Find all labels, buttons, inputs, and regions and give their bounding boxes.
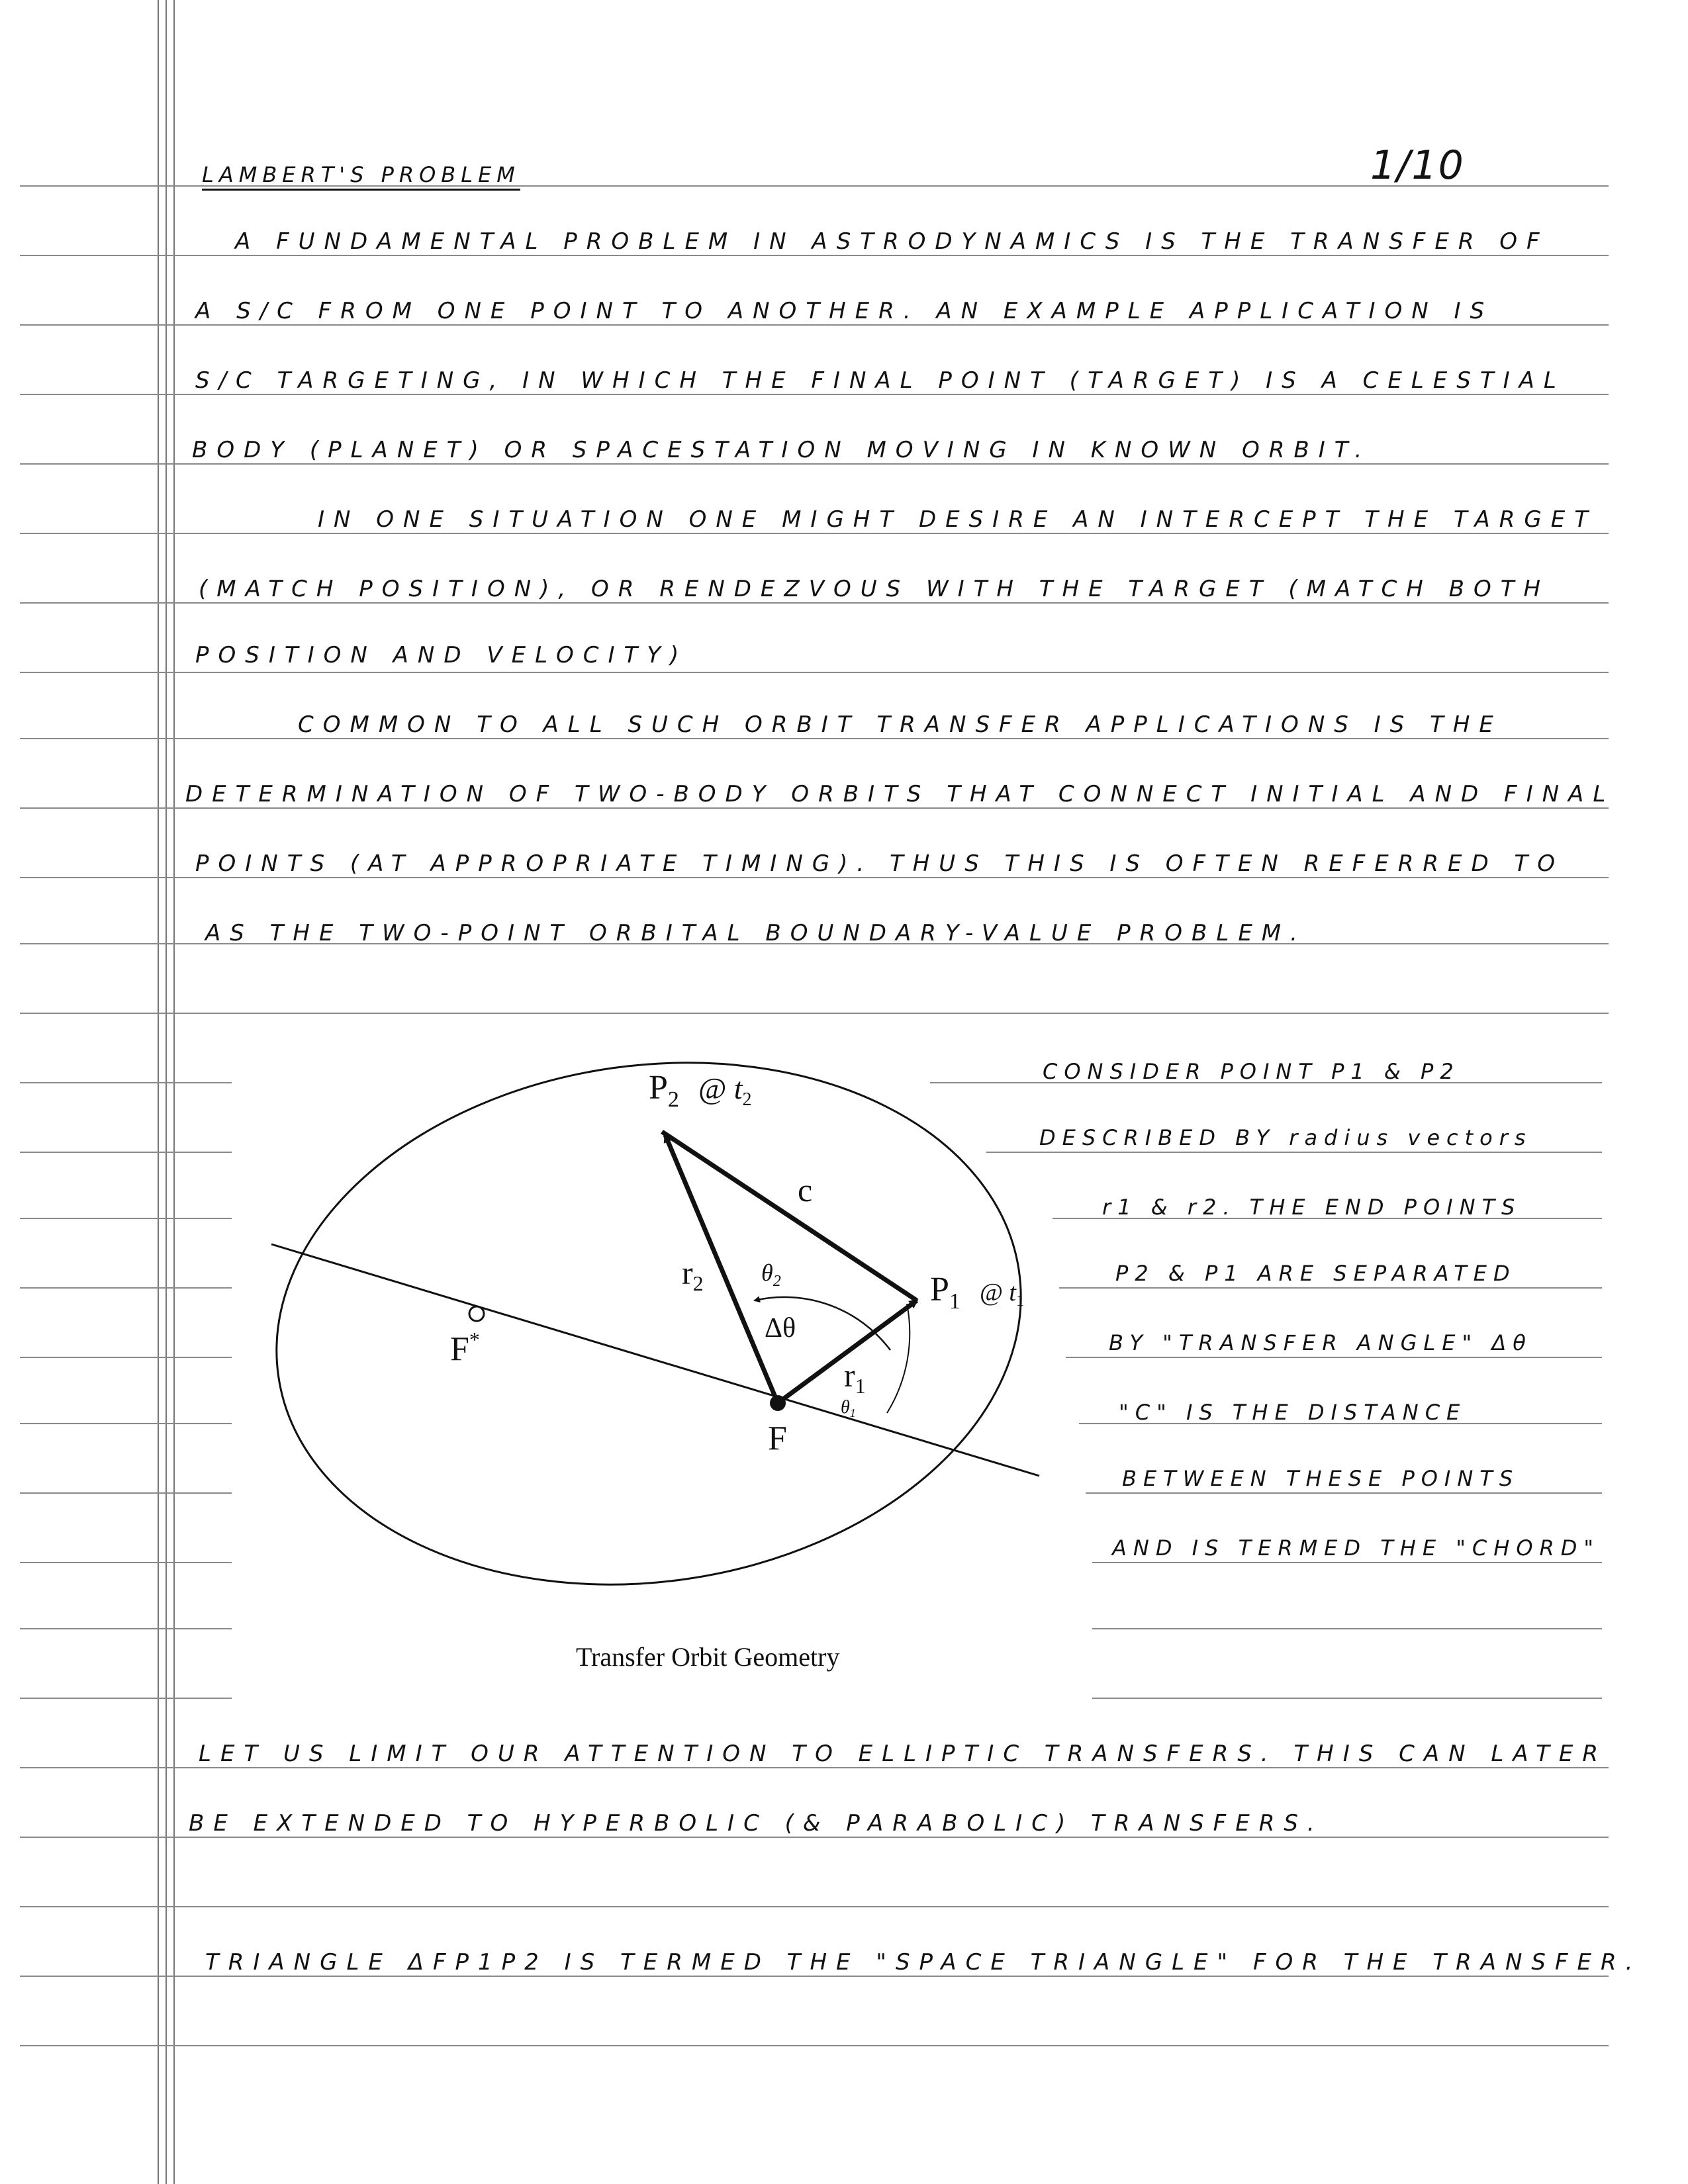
side-note-line: r1 & r2. THE END POINTS xyxy=(1102,1195,1522,1220)
text-line: BODY (PLANET) OR SPACESTATION MOVING IN KNOWN ORBIT. xyxy=(192,437,1372,463)
page-title: LAMBERT'S PROBLEM xyxy=(202,162,520,187)
ruled-line xyxy=(20,807,1609,809)
ruled-line xyxy=(1092,1562,1602,1563)
margin-line xyxy=(165,0,167,2184)
theta2-label: $\theta_2$ xyxy=(761,1259,781,1290)
ruled-line xyxy=(20,533,1609,534)
text-line: DETERMINATION OF TWO-BODY ORBITS THAT CONNECT INITIAL AND FINAL xyxy=(185,781,1615,807)
ruled-line xyxy=(20,1562,232,1563)
text-line: A FUNDAMENTAL PROBLEM IN ASTRODYNAMICS IS THE TRANSFER OF xyxy=(235,228,1549,255)
ruled-line xyxy=(20,255,1609,256)
ruled-line xyxy=(20,1423,232,1424)
side-note-line: CONSIDER POINT P1 & P2 xyxy=(1043,1059,1460,1084)
empty-focus-label: F* xyxy=(450,1328,480,1368)
r2-label: $r_2$ xyxy=(682,1254,704,1295)
text-line: BE EXTENDED TO HYPERBOLIC (& PARABOLIC) TRANSFERS. xyxy=(189,1810,1324,1837)
ruled-line xyxy=(20,1698,232,1699)
side-note-line: BETWEEN THESE POINTS xyxy=(1122,1466,1520,1491)
ruled-line xyxy=(20,1976,1609,1977)
orbit-ellipse xyxy=(242,1052,1055,1631)
text-line: POSITION AND VELOCITY) xyxy=(195,642,688,668)
ruled-line xyxy=(20,672,1609,673)
text-line: IN ONE SITUATION ONE MIGHT DESIRE AN INTERCEPT THE TARGET xyxy=(318,506,1598,533)
text-line: A S/C FROM ONE POINT TO ANOTHER. AN EXAMPLE APPLICATION IS xyxy=(195,298,1494,324)
ruled-line xyxy=(20,394,1609,395)
chord-label: c xyxy=(798,1171,813,1208)
text-line: TRIANGLE ΔFP1P2 IS TERMED THE "SPACE TRIANGLE" FOR THE TRANSFER. xyxy=(205,1949,1642,1976)
ruled-line xyxy=(20,1287,232,1289)
apse-line xyxy=(271,1244,1039,1476)
text-line: S/C TARGETING, IN WHICH THE FINAL POINT (TARGET) IS A CELESTIAL xyxy=(195,367,1566,394)
side-note-line: "C" IS THE DISTANCE xyxy=(1119,1400,1467,1425)
ruled-line xyxy=(20,1013,1609,1014)
focus-point xyxy=(770,1395,786,1411)
text-line: AS THE TWO-POINT ORBITAL BOUNDARY-VALUE PROBLEM. xyxy=(205,920,1307,946)
ruled-line xyxy=(20,1767,1609,1768)
ruled-line xyxy=(20,463,1609,465)
ruled-line xyxy=(20,877,1609,878)
ruled-line xyxy=(20,602,1609,604)
text-line: (MATCH POSITION), OR RENDEZVOUS WITH THE TARGET (MATCH BOTH xyxy=(199,576,1550,602)
page-number: 1/10 xyxy=(1370,142,1465,189)
ruled-line xyxy=(20,2045,1609,2046)
theta1-label: $\theta_1$ xyxy=(841,1397,856,1420)
focus-label: F xyxy=(768,1420,787,1457)
ruled-line xyxy=(20,1837,1609,1838)
ruled-line xyxy=(20,1906,1609,1907)
text-line: COMMON TO ALL SUCH ORBIT TRANSFER APPLICATIONS IS THE xyxy=(298,711,1503,738)
side-note-line: DESCRIBED BY radius vectors xyxy=(1039,1125,1532,1150)
ruled-line xyxy=(20,1492,232,1494)
ruled-line xyxy=(1066,1357,1602,1358)
text-line: POINTS (AT APPROPRIATE TIMING). THUS THIS IS OFTEN REFERRED TO xyxy=(195,850,1564,877)
ruled-line xyxy=(20,738,1609,739)
side-note-line: AND IS TERMED THE "CHORD" xyxy=(1112,1535,1601,1561)
r1-label: $r_1$ xyxy=(844,1357,866,1398)
p1-label: $P_1$ $^{@ t}$1 xyxy=(930,1271,1024,1314)
ruled-line xyxy=(20,1152,232,1153)
transfer-orbit-diagram xyxy=(238,1052,1112,1674)
delta-theta-label: Δθ xyxy=(765,1313,796,1343)
ruled-line xyxy=(20,1218,232,1219)
p2-label: $P_2$ @ t2 xyxy=(649,1069,752,1112)
figure-caption: Transfer Orbit Geometry xyxy=(576,1642,840,1672)
empty-focus-point xyxy=(469,1306,484,1321)
side-note-line: P2 & P1 ARE SEPARATED xyxy=(1115,1261,1517,1286)
text-line: LET US LIMIT OUR ATTENTION TO ELLIPTIC TRANSFERS. THIS CAN LATER xyxy=(199,1741,1608,1767)
ruled-line xyxy=(1059,1287,1602,1289)
ruled-line xyxy=(1086,1492,1602,1494)
margin-line xyxy=(158,0,159,2184)
ruled-line xyxy=(1092,1698,1602,1699)
side-note-line: BY "TRANSFER ANGLE" Δθ xyxy=(1109,1330,1532,1355)
ruled-line xyxy=(20,1082,232,1083)
ruled-line xyxy=(20,1628,232,1629)
margin-line xyxy=(173,0,175,2184)
ruled-line xyxy=(20,324,1609,326)
ruled-line xyxy=(1092,1628,1602,1629)
ruled-line xyxy=(20,1357,232,1358)
